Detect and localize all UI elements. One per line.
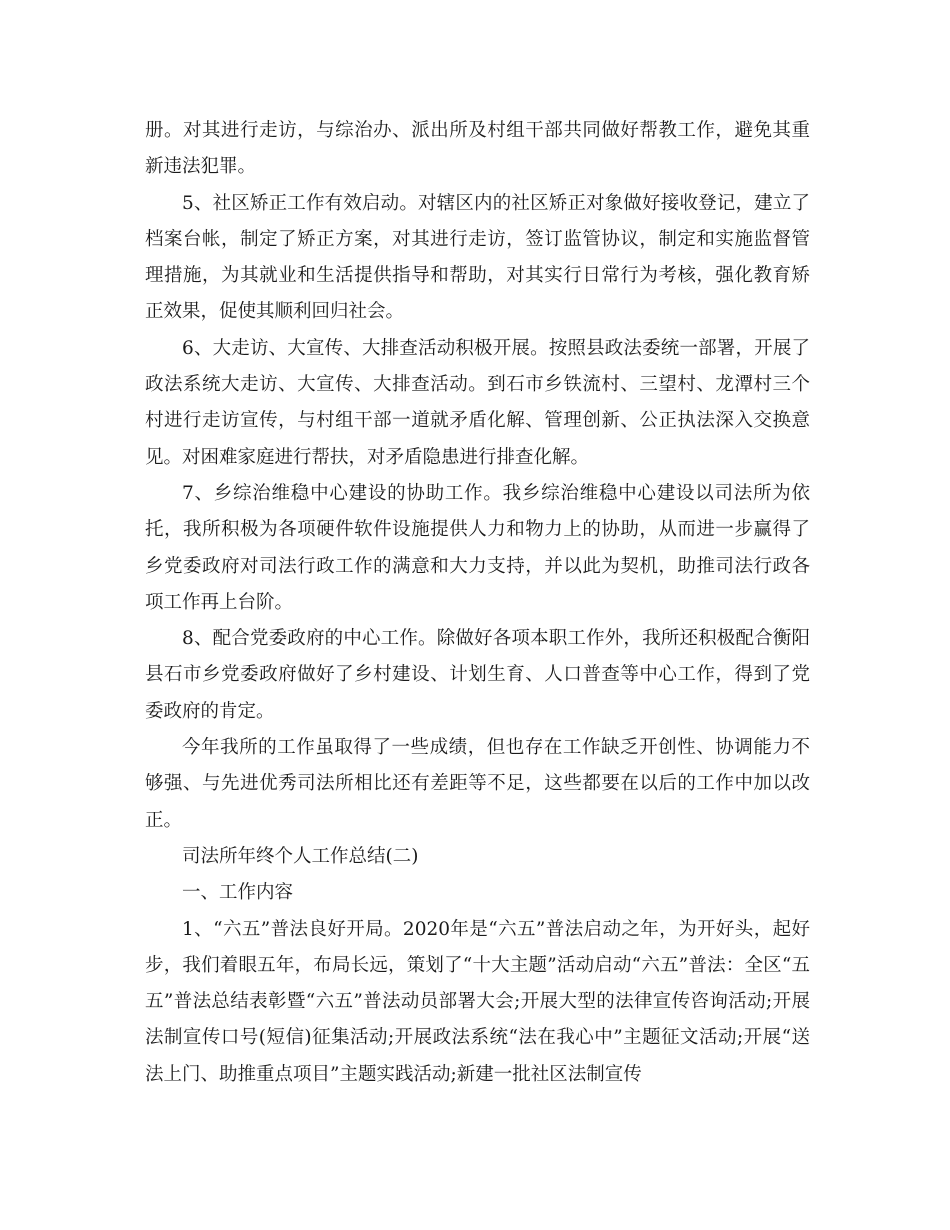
paragraph-item-8: 8、配合党委政府的中心工作。除做好各项本职工作外，我所还积极配合衡阳县石市乡党委政府做好了乡村建设、计划生育、人口普查等中心工作，得到了党委政府的肯定。: [145, 628, 810, 722]
paragraph-item-5: 5、社区矫正工作有效启动。对辖区内的社区矫正对象做好接收登记，建立了档案台帐，制定了矫正方案，对其进行走访，签订监管协议，制定和实施监督管理措施，为其就业和生活提供指导和帮助，对其实行日常行为考核，强化教育矫正效果，促使其顺利回归社会。: [145, 192, 810, 323]
section-heading: 一、工作内容: [182, 882, 294, 904]
paragraph-continuation: 册。对其进行走访，与综治办、派出所及村组干部共同做好帮教工作，避免其重新违法犯罪。: [145, 120, 810, 178]
paragraph-item-6: 6、大走访、大宣传、大排查活动积极开展。按照县政法委统一部署，开展了政法系统大走访、大宣传、大排查活动。到石市乡铁流村、三望村、龙潭村三个村进行走访宣传，与村组干部一道就矛盾化解、管理创新、公正执法深入交换意见。对困难家庭进行帮扶，对矛盾隐患进行排查化解。: [145, 337, 810, 468]
section-title: 司法所年终个人工作总结(二): [182, 845, 419, 867]
paragraph-summary: 今年我所的工作虽取得了一些成绩，但也存在工作缺乏开创性、协调能力不够强、与先进优秀司法所相比还有差距等不足，这些都要在以后的工作中加以改正。: [145, 737, 810, 831]
paragraph-item-7: 7、乡综治维稳中心建设的协助工作。我乡综治维稳中心建设以司法所为依托，我所积极为各项硬件软件设施提供人力和物力上的协助，从而进一步赢得了乡党委政府对司法行政工作的满意和大力支持，并以此为契机，助推司法行政各项工作再上台阶。: [145, 482, 810, 613]
document-body: [145, 113, 810, 1093]
paragraph-item-1: 1、“六五”普法良好开局。2020年是“六五”普法启动之年，为开好头，起好步，我们着眼五年，布局长远，策划了“十大主题”活动启动“六五”普法：全区“五五”普法总结表彰暨“六五”普法动员部署大会;开展大型的法律宣传咨询活动;开展法制宣传口号(短信)征集活动;开展政法系统“法在我心中”主题征文活动;开展“送法上门、助推重点项目”主题实践活动;新建一批社区法制宣传: [145, 918, 810, 1085]
